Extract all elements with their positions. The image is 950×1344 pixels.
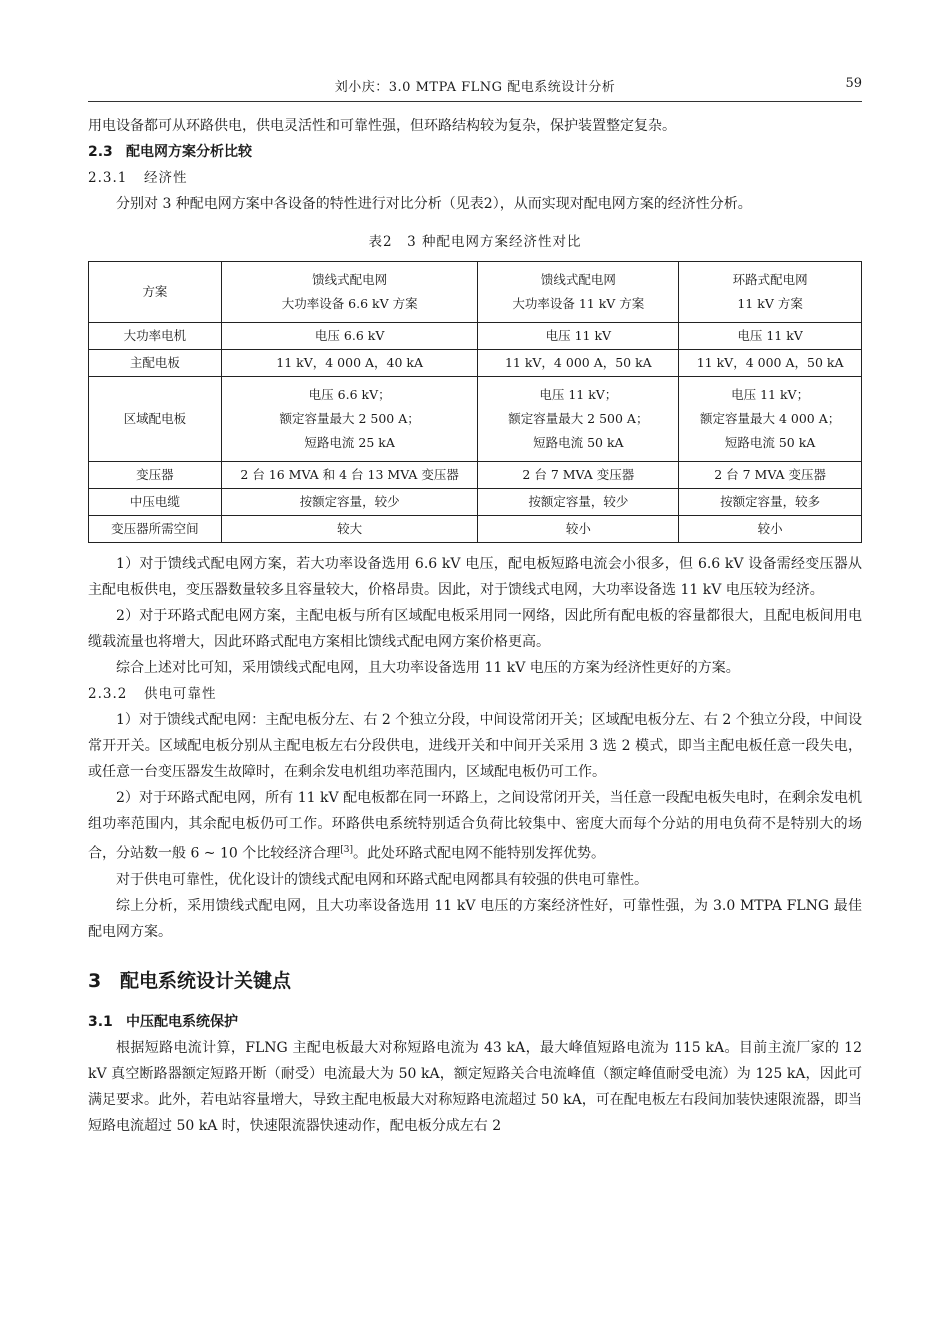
section-title: 配电系统设计关键点 — [120, 969, 292, 992]
paragraph-reliability-2: 2）对于环路式配电网，所有 11 kV 配电板都在同一环路上，之间设常闭开关，当任意一段配电板失电时，在剩余发电机组功率范围内，其余配电板仍可工作。环路供电系统特别适合负荷比较集中、密度大而每个分站的用电负荷不是特别大的场合，分站数一般 6 ~ 10 个比较经济合理[3]。此处环路式配电网不能特别发挥优势。 — [88, 790, 862, 862]
header-cell: 方案 — [89, 262, 222, 323]
table-cell: 11 kV，4 000 A，50 kA — [478, 350, 679, 377]
page-number: 59 — [845, 76, 862, 91]
table-cell: 11 kV，4 000 A，40 kA — [221, 350, 478, 377]
table-cell: 2 台 7 MVA 变压器 — [478, 462, 679, 489]
section-number: 2.3.2 — [88, 686, 128, 702]
header-rule — [88, 101, 862, 102]
running-header — [88, 76, 862, 100]
paragraph-economy-1: 1）对于馈线式配电网方案，若大功率设备选用 6.6 kV 电压，配电板短路电流会小很多，但 6.6 kV 设备需经变压器从主配电板供电，变压器数量较多且容量较大，价格昂贵。因此，对于馈线式电网，大功率设备选 11 kV 电压较为经济。 — [88, 556, 862, 598]
table-cell: 11 kV，4 000 A，50 kA — [679, 350, 862, 377]
paragraph-top: 用电设备都可从环路供电，供电灵活性和可靠性强，但环路结构较为复杂，保护装置整定复杂。 — [88, 118, 676, 134]
table-cell: 电压 11 kV — [478, 323, 679, 350]
row-label: 大功率电机 — [89, 323, 222, 350]
row-label: 变压器 — [89, 462, 222, 489]
section-number: 2.3 — [88, 144, 113, 160]
section-title: 配电网方案分析比较 — [126, 144, 252, 160]
section-2-3-heading — [88, 139, 862, 165]
table-cell: 电压 11 kV； 额定容量最大 2 500 A； 短路电流 50 kA — [478, 377, 679, 462]
section-title: 经济性 — [144, 170, 188, 186]
section-2-3-1-heading — [88, 165, 862, 191]
running-title: 刘小庆：3.0 MTPA FLNG 配电系统设计分析 — [334, 80, 616, 95]
row-label: 中压电缆 — [89, 489, 222, 516]
section-3-1-heading — [88, 1009, 862, 1035]
section-number: 3.1 — [88, 1013, 113, 1030]
paragraph-reliability-4: 综上分析，采用馈线式配电网，且大功率设备选用 11 kV 电压的方案经济性好，可靠性强，为 3.0 MTPA FLNG 最佳配电网方案。 — [88, 897, 862, 940]
citation-ref: [3] — [340, 845, 354, 855]
paragraph-economy-intro: 分别对 3 种配电网方案中各设备的特性进行对比分析（见表2），从而实现对配电网方案的经济性分析。 — [116, 196, 752, 212]
paragraph-economy-2: 2）对于环路式配电网方案，主配电板与所有区域配电板采用同一网络，因此所有配电板的容量都很大，且配电板间用电缆载流量也将增大，因此环路式配电方案相比馈线式配电网方案价格更高。 — [88, 608, 862, 650]
table-row — [89, 323, 862, 350]
table-cell: 较大 — [221, 516, 478, 543]
table-header-row — [89, 262, 862, 323]
paragraph-protection: 根据短路电流计算，FLNG 主配电板最大对称短路电流为 43 kA，最大峰值短路电流为 115 kA。目前主流厂家的 12 kV 真空断路器额定短路开断（耐受）电流最大为 50 kA，额定短路关合电流峰值（额定峰值耐受电流）为 125 kA，因此可满足要求。此外，若电站容量增大，导致主配电板最大对称短路电流超过 50 kA，可在配电板左右段间加装快速限流器，即当短路电流超过 50 kA 时，快速限流器快速动作，配电板分成左右 2 — [88, 1039, 862, 1134]
section-number: 3 — [88, 969, 102, 992]
table-cell: 电压 11 kV； 额定容量最大 4 000 A； 短路电流 50 kA — [679, 377, 862, 462]
paragraph-reliability-1: 1）对于馈线式配电网：主配电板分左、右 2 个独立分段，中间设常闭开关；区域配电板分左、右 2 个独立分段，中间设常开开关。区域配电板分别从主配电板左右分段供电，进线开关和中间开关采用 3 选 2 模式，即当主配电板任意一段失电，或任意一台变压器发生故障时，在剩余发电机组功率范围内，区域配电板仍可工作。 — [88, 712, 862, 780]
table-cell: 电压 11 kV — [679, 323, 862, 350]
table-cell: 2 台 7 MVA 变压器 — [679, 462, 862, 489]
table-cell: 按额定容量，较少 — [221, 489, 478, 516]
header-cell: 环路式配电网 11 kV 方案 — [679, 262, 862, 323]
section-number: 2.3.1 — [88, 170, 128, 186]
table-cell: 电压 6.6 kV； 额定容量最大 2 500 A； 短路电流 25 kA — [221, 377, 478, 462]
section-2-3-2-heading — [88, 681, 862, 707]
header-cell: 馈线式配电网 大功率设备 6.6 kV 方案 — [221, 262, 478, 323]
header-cell: 馈线式配电网 大功率设备 11 kV 方案 — [478, 262, 679, 323]
table-row — [89, 516, 862, 543]
row-label: 变压器所需空间 — [89, 516, 222, 543]
paragraph-economy-3: 综合上述对比可知，采用馈线式配电网，且大功率设备选用 11 kV 电压的方案为经济性更好的方案。 — [116, 660, 740, 676]
row-label: 区域配电板 — [89, 377, 222, 462]
table-cell: 2 台 16 MVA 和 4 台 13 MVA 变压器 — [221, 462, 478, 489]
body-text — [88, 113, 862, 1139]
table-cell: 较小 — [679, 516, 862, 543]
row-label: 主配电板 — [89, 350, 222, 377]
table-caption: 表2 3 种配电网方案经济性对比 — [368, 234, 582, 250]
table-row — [89, 462, 862, 489]
table-cell: 按额定容量，较少 — [478, 489, 679, 516]
table-row — [89, 377, 862, 462]
comparison-table — [88, 261, 862, 543]
section-3-heading — [88, 967, 862, 995]
table-cell: 较小 — [478, 516, 679, 543]
section-title: 供电可靠性 — [144, 686, 217, 702]
table-row — [89, 489, 862, 516]
table-row — [89, 350, 862, 377]
table-cell: 按额定容量，较多 — [679, 489, 862, 516]
table-cell: 电压 6.6 kV — [221, 323, 478, 350]
section-title: 中压配电系统保护 — [126, 1013, 238, 1030]
paragraph-reliability-3: 对于供电可靠性，优化设计的馈线式配电网和环路式配电网都具有较强的供电可靠性。 — [116, 871, 648, 888]
